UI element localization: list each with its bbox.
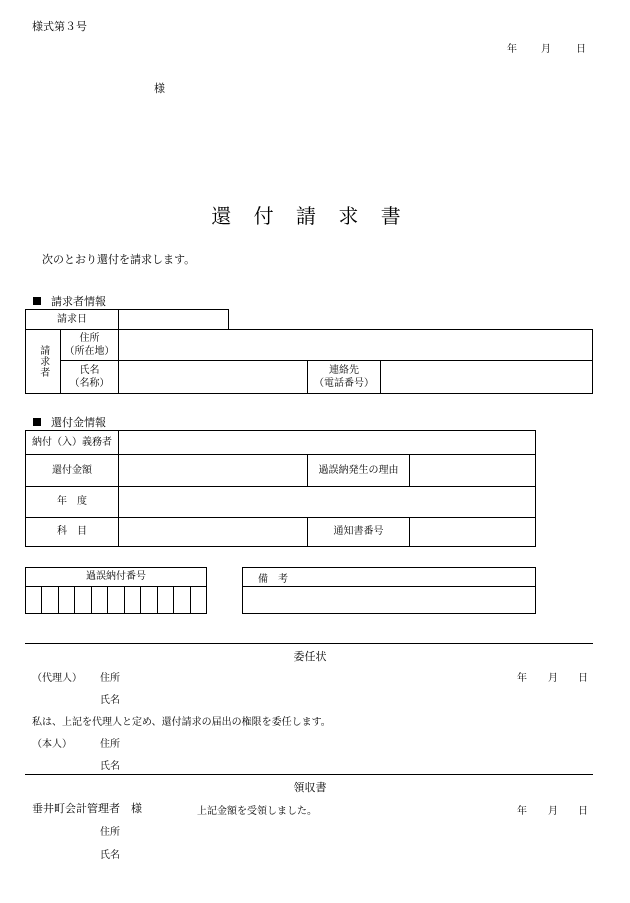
square-bullet-icon: [33, 297, 41, 305]
document-title: 還 付 請 求 書: [211, 204, 409, 228]
payment-number-digit-box[interactable]: [59, 587, 75, 613]
amount-field[interactable]: [118, 454, 308, 487]
payment-number-digit-box[interactable]: [125, 587, 141, 613]
requester-heading-text: 請求者情報: [51, 295, 106, 308]
request-date-label: 請求日: [25, 309, 119, 330]
payment-number-digit-box[interactable]: [42, 587, 58, 613]
receipt-date-month: 月: [548, 806, 558, 817]
addressee-suffix: 様: [154, 82, 165, 95]
proxy-principal-address-label: 住所: [100, 739, 120, 750]
payment-number-digit-box[interactable]: [92, 587, 108, 613]
header-date-year: 年: [507, 44, 517, 55]
header-date-month: 月: [541, 44, 551, 55]
address-label: 住所: [79, 332, 100, 344]
receipt-date-year: 年: [517, 806, 527, 817]
proxy-agent-address-label: 住所: [100, 673, 120, 684]
proxy-agent-name-label: 氏名: [100, 695, 120, 706]
contact-label-cell: [307, 360, 381, 394]
proxy-statement: 私は、上記を代理人と定め、還付請求の届出の権限を委任します。: [32, 717, 331, 728]
address-label-cell: [60, 329, 119, 361]
receipt-title: 領収書: [293, 781, 327, 794]
requester-vertical-label: [25, 329, 61, 394]
receipt-recipient: 垂井町会計管理者 様: [32, 802, 142, 815]
payment-number-grid: [25, 586, 207, 614]
notice-number-label: 通知書番号: [307, 517, 410, 547]
request-date-field[interactable]: [118, 309, 229, 330]
amount-label: 還付金額: [25, 454, 119, 487]
contact-sublabel: （電話番号）: [314, 378, 374, 389]
payment-number-digit-box[interactable]: [108, 587, 124, 613]
proxy-date-day: 日: [578, 673, 588, 684]
square-bullet-icon: [33, 418, 41, 426]
payment-number-label: 過誤納付番号: [25, 567, 207, 587]
reason-label: 過誤納発生の理由: [307, 454, 410, 487]
name-field[interactable]: [118, 360, 308, 394]
payment-number-digit-box[interactable]: [26, 587, 42, 613]
receipt-name-label: 氏名: [100, 850, 120, 861]
payer-field[interactable]: [118, 430, 536, 455]
contact-field[interactable]: [380, 360, 593, 394]
form-number: 様式第３号: [32, 20, 87, 33]
contact-label: 連絡先: [329, 364, 359, 376]
receipt-date-day: 日: [578, 806, 588, 817]
header-date-day: 日: [576, 44, 586, 55]
address-field[interactable]: [118, 329, 593, 361]
notice-number-field[interactable]: [409, 517, 536, 547]
account-item-label: 科 目: [25, 517, 119, 547]
name-label-cell: [60, 360, 119, 394]
account-item-field[interactable]: [118, 517, 308, 547]
refund-heading-text: 還付金情報: [51, 416, 106, 429]
fiscal-year-label: 年 度: [25, 486, 119, 518]
receipt-statement: 上記金額を受領しました。: [197, 806, 317, 817]
proxy-title: 委任状: [293, 650, 327, 663]
fiscal-year-field[interactable]: [118, 486, 536, 518]
payer-label: 納付（入）義務者: [25, 430, 119, 455]
receipt-address-label: 住所: [100, 827, 120, 838]
payment-number-digit-box[interactable]: [191, 587, 206, 613]
reason-field[interactable]: [409, 454, 536, 487]
payment-number-digit-box[interactable]: [174, 587, 190, 613]
requester-section-heading: [33, 293, 106, 309]
intro-text: 次のとおり還付を請求します。: [42, 253, 196, 266]
name-label: 氏名: [79, 364, 100, 376]
payment-number-digit-box[interactable]: [141, 587, 157, 613]
remarks-label: 備 考: [258, 573, 288, 585]
receipt-divider: [25, 774, 593, 775]
proxy-principal-label: （本人）: [32, 739, 72, 750]
proxy-date-year: 年: [517, 673, 527, 684]
proxy-date-month: 月: [548, 673, 558, 684]
proxy-divider: [25, 643, 593, 644]
remarks-field[interactable]: [242, 586, 536, 614]
name-sublabel: （名称）: [69, 378, 110, 389]
payment-number-digit-box[interactable]: [75, 587, 91, 613]
requester-label: 請求者: [37, 345, 49, 378]
remarks-label-cell: [242, 567, 536, 587]
proxy-principal-name-label: 氏名: [100, 761, 120, 772]
proxy-agent-label: （代理人）: [32, 673, 82, 684]
payment-number-digit-box[interactable]: [158, 587, 174, 613]
address-sublabel: （所在地）: [64, 346, 115, 357]
refund-section-heading: [33, 414, 106, 430]
